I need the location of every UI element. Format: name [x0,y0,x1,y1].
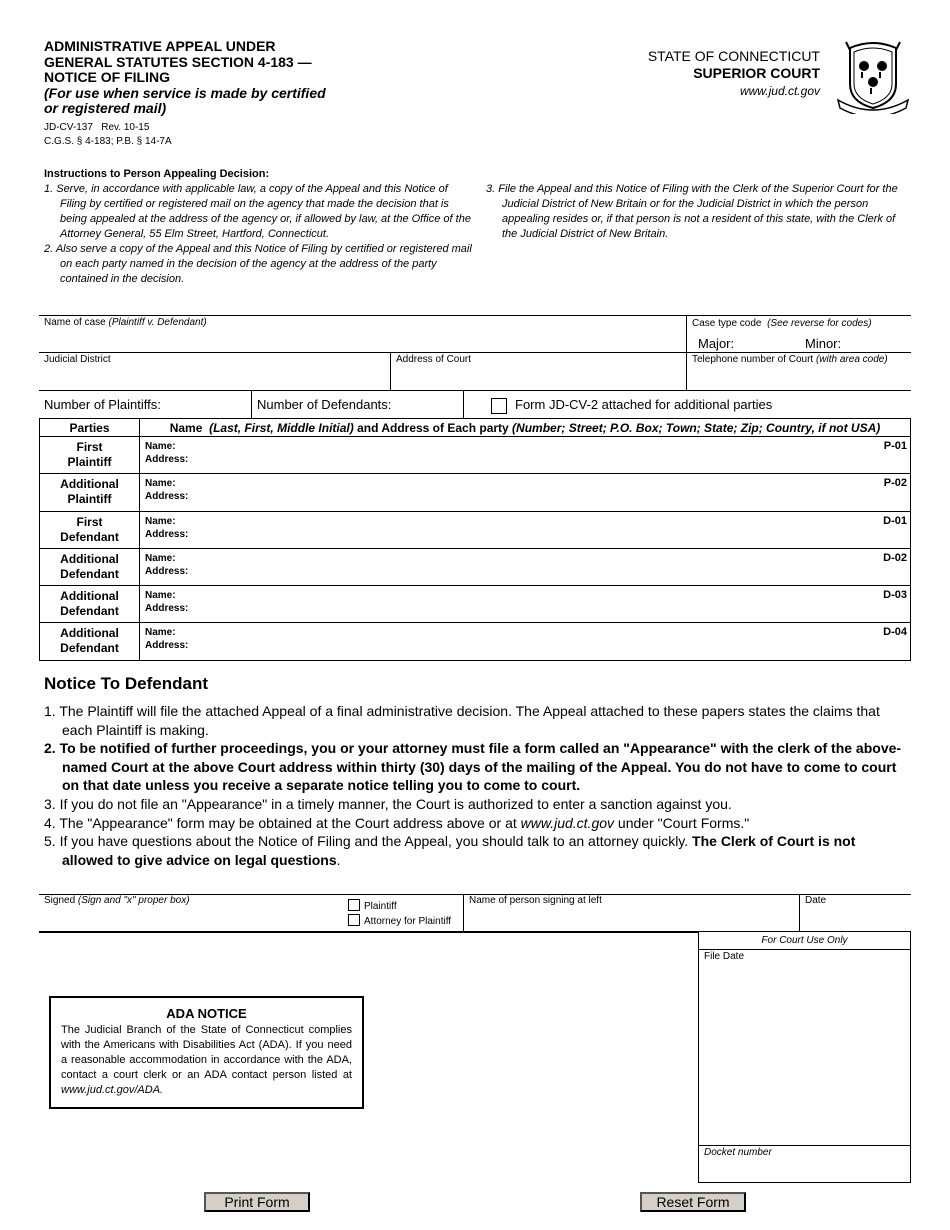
instructions-heading: Instructions to Person Appealing Decision: [44,168,270,180]
notice-heading: Notice To Defendant [44,674,209,693]
divider [39,315,911,316]
court-header [600,48,820,100]
name-of-case-field[interactable] [40,328,684,352]
title-subtitle: (For use when service is made by certified [44,84,326,101]
party-info-field[interactable]: Name: Address: P-02 [140,474,911,511]
file-date-label: File Date [704,951,745,962]
court-use-box [698,931,911,1183]
court-use-heading: For Court Use Only [699,932,910,950]
print-form-button[interactable]: Print Form [204,1192,310,1212]
judicial-district-label: Judicial District [44,354,111,365]
table-row [40,437,911,474]
form-revision: Rev. 10-15 [101,122,150,133]
ada-heading: ADA NOTICE [166,1006,247,1021]
judicial-district-field[interactable] [40,366,388,388]
plaintiff-checkbox[interactable] [348,899,360,911]
column-header-name-address: Name (Last, First, Middle Initial) and Address of Each party (Number; Street; P.O. Box; Town; State; Zip; Country, if not USA) [140,419,911,437]
name-signing-field[interactable] [465,908,797,930]
party-code: D-02 [883,551,907,564]
signature-field[interactable] [40,908,340,930]
num-defendants-field[interactable]: Number of Defendants: [257,397,392,412]
party-type: First Defendant [40,511,140,548]
divider [251,390,252,418]
notice-item: 5. If you have questions about the Notice of Filing and the Appeal, you should talk to an attorney quickly. The Clerk of Court is not allowed to give advice on legal questions. [44,833,856,868]
state-name: STATE OF CONNECTICUT [647,48,820,64]
table-row [40,548,911,585]
table-row [40,474,911,511]
telephone-field[interactable] [688,366,910,388]
date-label: Date [805,895,827,906]
title-line: GENERAL STATUTES SECTION 4-183 — [44,53,312,70]
party-code: D-01 [883,514,907,527]
address-of-court-label: Address of Court [396,354,472,365]
notice-item: 2. To be notified of further proceedings, you or your attorney must file a form called an "Appearance" with the clerk of the above-named Court at the above Court address within thirty (30) days of the mailing of the Appeal. You do not have to come to court on that date unless you receive a separate notice telling you to come to court. [44,740,902,794]
divider [39,390,911,391]
party-code: P-02 [883,477,907,490]
party-type: Additional Plaintiff [40,474,140,511]
party-info-field[interactable]: Name: Address: D-01 [140,511,911,548]
table-row [40,511,911,548]
instruction-item: 1. Serve, in accordance with applicable law, a copy of the Appeal and this Notice of Filing by certified or registered mail on the agency that made the decision that is being appealed at the address of the agency or, if allowed by law, at the Office of the Attorney General, 55 Elm Street, Hartford, Connecticut. [44,183,471,240]
parties-table [39,418,911,661]
ada-notice [49,996,364,1109]
num-plaintiffs-field[interactable]: Number of Plaintiffs: [44,397,161,412]
ada-link: www.jud.ct.gov/ADA. [61,1084,164,1096]
instruction-item: 3. File the Appeal and this Notice of Filing with the Clerk of the Superior Court for the Judicial District of New Britain or for the Judicial District in which the person appealing resides or, if that person is not a resident of this state, with the Clerk of the Judicial District of New Britain. [486,183,898,240]
party-info-field[interactable]: Name: Address: D-03 [140,586,911,623]
party-type: Additional Defendant [40,548,140,585]
case-type-label: Case type code (See reverse for codes) [692,318,872,329]
divider [390,352,391,390]
party-type: Additional Defendant [40,623,140,660]
party-info-field[interactable]: Name: Address: D-04 [140,623,911,660]
form-title [44,39,404,117]
state-seal-icon [836,40,910,114]
form-number: JD-CV-137 [44,122,93,133]
major-code-field[interactable]: Major: [698,336,735,351]
table-row [40,623,911,660]
title-line: NOTICE OF FILING [44,69,170,85]
name-signing-label: Name of person signing at left [469,895,602,906]
divider [463,390,464,418]
party-type: First Plaintiff [40,437,140,474]
minor-code-field[interactable]: Minor: [805,336,842,351]
ada-text: The Judicial Branch of the State of Connecticut complies with the Americans with Disabilities Act (ADA). If you need a reasonable accommodation in accordance with the ADA, contact a court clerk or an ADA contact person listed at www.jud.ct.gov/ADA. [61,1024,352,1096]
party-code: P-01 [883,440,907,452]
notice-body [44,702,906,869]
notice-item: 4. The "Appearance" form may be obtained at the Court address above or at www.jud.ct.gov under "Court Forms." [44,814,750,831]
title-line: ADMINISTRATIVE APPEAL UNDER [44,38,276,54]
court-website: www.jud.ct.gov [739,84,820,98]
divider [463,894,464,932]
signed-label: Signed (Sign and "x" proper box) [44,895,190,906]
reset-form-button[interactable]: Reset Form [640,1192,746,1212]
instructions-right [486,182,906,242]
docket-number-label: Docket number [704,1147,772,1158]
notice-item: 1. The Plaintiff will file the attached Appeal of a final administrative decision. The Appeal attached to these papers states the claims that each Plaintiff is making. [44,703,880,738]
statutes-reference: C.G.S. § 4-183; P.B. § 14-7A [44,136,172,147]
party-code: D-03 [883,589,907,602]
date-field[interactable] [801,908,909,930]
name-of-case-label: Name of case (Plaintiff v. Defendant) [44,317,207,328]
divider [39,352,911,353]
telephone-label: Telephone number of Court (with area code) [692,354,888,365]
divider [39,931,699,933]
instruction-item: 2. Also serve a copy of the Appeal and this Notice of Filing by certified or registered mail on each party named in the decision of the agency at the address of the party contained in the decision. [44,243,472,285]
form-number-block [44,121,172,149]
divider [799,894,800,932]
divider [699,1145,910,1146]
table-row [40,586,911,623]
notice-item: 3. If you do not file an "Appearance" in a timely manner, the Court is authorized to enter a sanction against you. [44,795,732,812]
plaintiff-label: Plaintiff [364,901,397,912]
website-link: www.jud.ct.gov [520,814,615,831]
address-of-court-field[interactable] [392,366,684,388]
column-header-parties: Parties [40,419,140,437]
title-subtitle: or registered mail) [44,100,167,116]
party-code: D-04 [883,626,907,639]
attorney-label: Attorney for Plaintiff [364,916,452,927]
form-jdcv2-label: Form JD-CV-2 attached for additional parties [515,397,773,412]
attorney-checkbox[interactable] [348,914,360,926]
party-info-field[interactable]: Name: Address: D-02 [140,548,911,585]
party-type: Additional Defendant [40,586,140,623]
court-name: SUPERIOR COURT [693,65,820,81]
instructions-left [44,182,474,287]
party-info-field[interactable]: Name: Address: P-01 [140,437,911,474]
form-jdcv2-checkbox[interactable] [491,398,507,414]
